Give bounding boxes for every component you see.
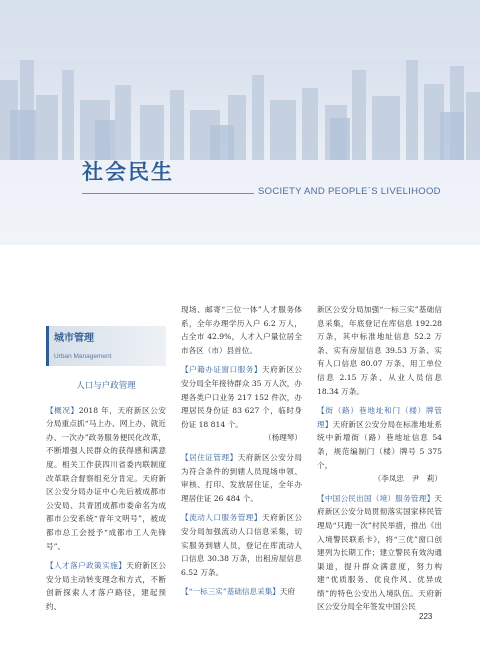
header-banner: [0, 0, 480, 245]
author-credit: （杨理琴）: [264, 433, 302, 443]
author-credit: （李凤忠 尹 莉）: [373, 474, 442, 484]
paragraph: [181, 363, 302, 431]
paragraph-tag: 【中国公民出国（境）服务管理】: [317, 493, 435, 503]
text-column-2: [181, 303, 302, 599]
paragraph-text: 天府新区公安分局全年接待群众 35 万人次，办理各类户口业务 217 152 件次，办理居民身份证 83 627 个，临时身份证 18 814 个。: [181, 365, 303, 429]
paragraph: [181, 585, 302, 599]
paragraph: [317, 303, 442, 398]
paragraph: [317, 492, 442, 614]
subsection-title: 人口与户政管理: [76, 381, 136, 391]
paragraph-text: 天府新区公安分局在标准地址系统中新增街（路）巷地址信息 54 条，规范编制门（楼）牌号 5 375 个。: [317, 419, 443, 470]
section-heading-box: [46, 326, 166, 366]
paragraph-text: 天府: [279, 587, 296, 597]
paragraph-text: 现场、邮寄“三位一体”人才服务体系，全年办理学历入户 6.2 万人，占全市 42.9%，人才入户量位居全市各区（市）县首位。: [181, 305, 302, 355]
title-divider: [82, 193, 254, 194]
paragraph-text: 天府新区公安分局主动转变理念和方式，不断创新探索人才落户路径，建起预约、: [46, 561, 167, 611]
text-column-3: [317, 303, 442, 614]
text-column-1: [46, 318, 166, 614]
paragraph: [181, 303, 302, 357]
page-number: 223: [419, 612, 433, 621]
paragraph-tag: 【概况】: [46, 405, 79, 415]
paragraph: [46, 404, 166, 554]
chapter-title: 社会民生: [82, 160, 174, 184]
paragraph-tag: 【流动人口服务管理】: [181, 513, 263, 523]
paragraph-text: 天府新区公安分局为符合条件的到辖人员现场申领、审核、打印、发放居住证，全年办理居住证 26 484 个。: [181, 452, 302, 503]
chapter-title-english: SOCIETY AND PEOPLE`S LIVELIHOOD: [258, 186, 441, 197]
paragraph: [317, 404, 442, 472]
paragraph-tag: 【街（路）巷地址和门（楼）牌管理】: [317, 406, 442, 429]
paragraph: [46, 559, 166, 613]
section-accent-bar: [46, 326, 49, 366]
paragraph-tag: 【居住证管理】: [181, 452, 238, 462]
paragraph-tag: 【户籍办证窗口服务】: [181, 365, 263, 375]
paragraph: [181, 451, 302, 505]
paragraph: [181, 511, 302, 579]
paragraph-tag: 【“一标三实”基础信息采集】: [181, 587, 280, 597]
paragraph-tag: 【人才落户政策实施】: [46, 561, 127, 571]
paragraph-text: 2018 年，天府新区公安分局重点抓“马上办、网上办、就近办、一次办”政务服务便民化改革，不断增强人民群众的获得感和满意度。相关工作获四川省委内联制度改革联合督察组充分肯定。天府新区公安分局办证中心先后被成都市公安局、共青团成都市委命名为成都市公安系统“青年文明号”，被成都市总工会授予“成都市工人先锋号”。: [46, 405, 166, 551]
paragraph-text: 天府新区公安分局贯彻落实国家移民管理局“只跑一次”村民举措，推出《出入境警民联系卡》，将“三优”窗口创建列为长期工作；建立警民有效沟通渠道，提升群众满意度，努力构建“优质服务、优良作风、优异成绩”的特色公安出入境队伍。天府新区公安分局全年签发中国公民: [317, 493, 442, 612]
section-title: 城市管理: [54, 333, 94, 344]
section-title-english: Urban Management: [54, 353, 112, 360]
paragraph-text: 天府新区公安分局加强流动人口信息采集，切实服务到辖人员，登记在库流动人口信息 30.38 万条，出租房屋信息 6.52 万条。: [181, 513, 303, 577]
paragraph-text: 新区公安分局加强“一标三实”基础信息采集，年底登记在库信息 192.28 万条，其中标准地址信息 52.2 万条、实有房屋信息 39.53 万条、实有人口信息 80.07 万条、用工单位信息 2.15 万条、从业人员信息 18.34 万条。: [317, 305, 442, 396]
city-skyline-illustration: [0, 0, 480, 245]
